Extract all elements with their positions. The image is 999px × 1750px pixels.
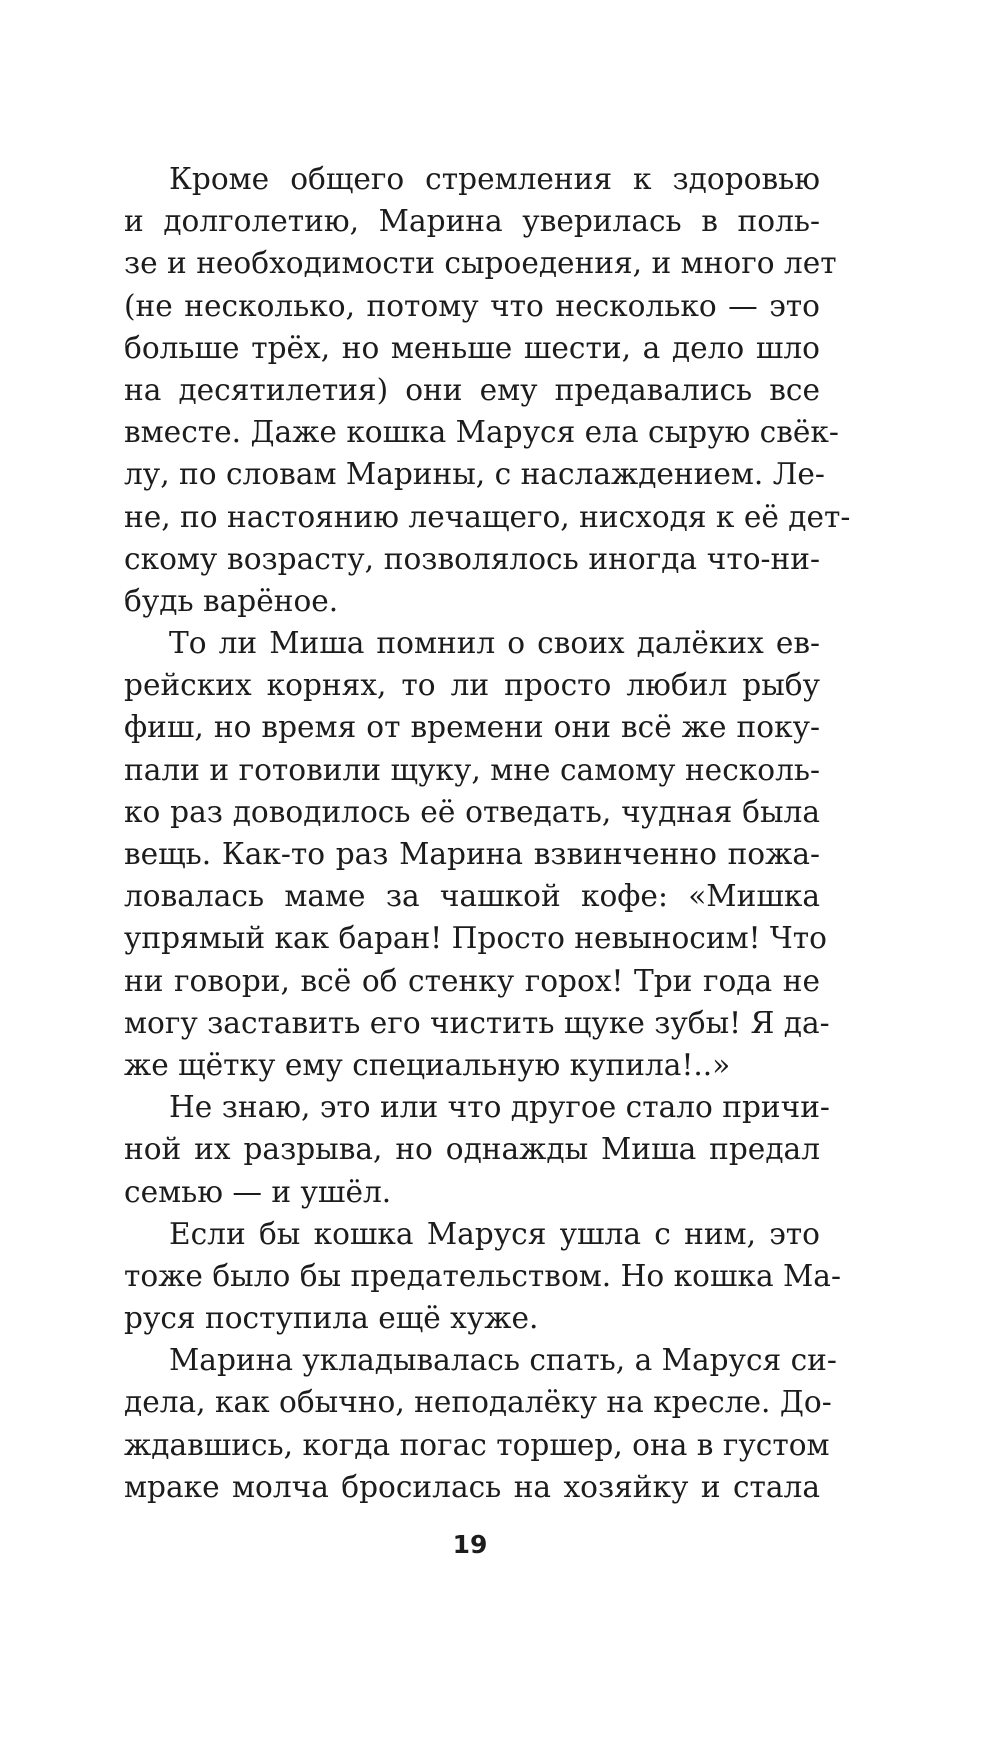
text-line: же щётку ему специальную купила!..» [124,1047,731,1082]
text-line: и долголетию, Марина уверилась в поль- [124,204,820,239]
text-line: вместе. Даже кошка Маруся ела сырую свёк- [124,415,839,450]
text-line: лу, по словам Марины, с наслаждением. Ле- [124,457,825,492]
text-line: семью — и ушёл. [124,1174,392,1209]
text-line: ко раз доводилось её отведать, чудная была [124,794,820,829]
text-line: упрямый как баран! Просто невыносим! Что [124,921,827,956]
page-number: 19 [452,1530,488,1559]
text-line: тоже было бы предательством. Но кошка Ма- [124,1258,841,1293]
text-line: вещь. Как-то раз Марина взвинченно пожа- [124,837,820,871]
text-line: Если бы кошка Маруся ушла с ним, это [169,1216,820,1251]
text-line: рейских корнях, то ли просто любил рыбу [124,668,820,703]
body-text [124,158,851,1508]
text-line: фиш, но время от времени они всё же поку- [124,710,820,745]
text-line: руся поступила ещё хуже. [124,1301,539,1336]
text-line: Кроме общего стремления к здоровью [169,162,820,196]
text-line: дела, как обычно, неподалёку на кресле. До- [124,1385,832,1420]
text-line: ловалась маме за чашкой кофе: «Мишка [124,879,820,914]
text-line: Не знаю, это или что другое стало причи- [169,1090,830,1125]
text-line: Марина укладывалась спать, а Маруся си- [169,1343,837,1378]
text-line: больше трёх, но меньше шести, а дело шло [124,330,820,365]
text-line: ждавшись, когда погас торшер, она в густом [124,1427,830,1462]
text-line: мраке молча бросилась на хозяйку и стала [124,1469,820,1504]
text-line: будь варёное. [124,583,339,618]
text-line: не, по настоянию лечащего, нисходя к её дет- [124,499,851,534]
text-line: скому возрасту, позволялось иногда что-ни- [124,541,820,576]
text-line: То ли Миша помнил о своих далёких ев- [169,626,820,661]
text-line: ной их разрыва, но однажды Миша предал [124,1132,820,1167]
text-line: (не несколько, потому что несколько — это [124,288,820,323]
text-line: зе и необходимости сыроедения, и много лет [124,246,837,281]
text-line: могу заставить его чистить щуке зубы! Я да- [124,1005,830,1040]
text-line: на десятилетия) они ему предавались все [124,372,820,407]
text-line: ни говори, всё об стенку горох! Три года не [124,963,820,998]
text-line: пали и готовили щуку, мне самому несколь- [124,752,820,787]
